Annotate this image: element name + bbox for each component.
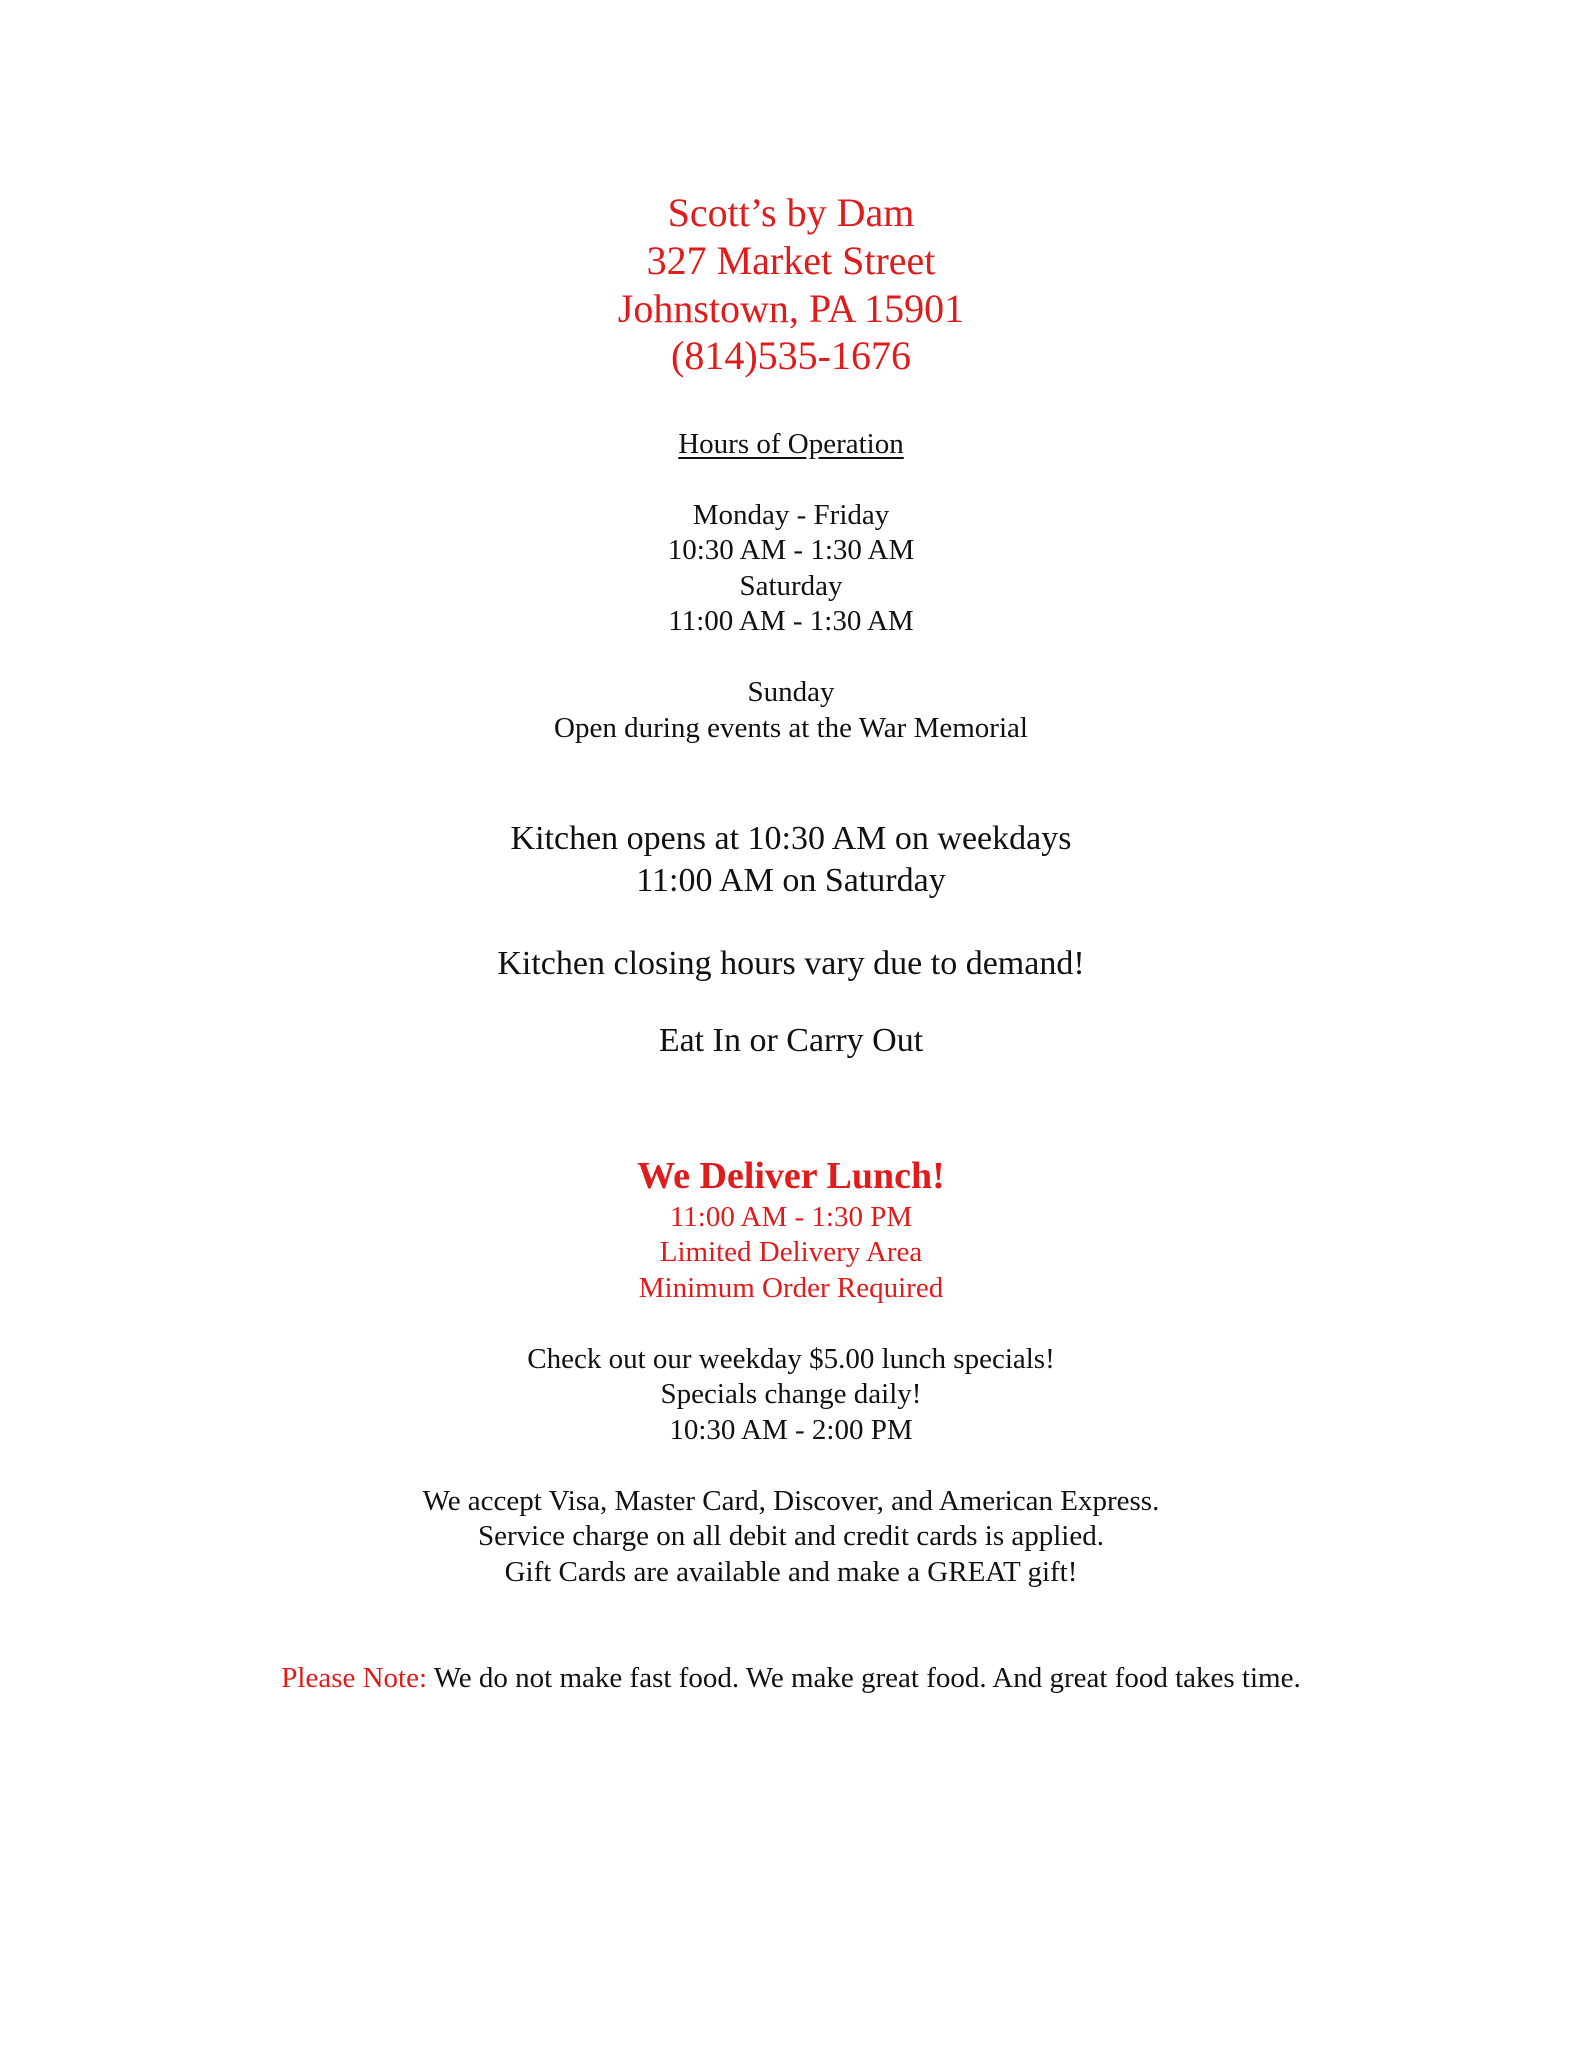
saturday-hours: 11:00 AM - 1:30 AM — [668, 605, 914, 637]
delivery-hours: 11:00 AM - 1:30 PM — [669, 1201, 913, 1233]
weekday-label: Monday - Friday — [692, 499, 890, 531]
delivery-minimum: Minimum Order Required — [638, 1272, 944, 1304]
hours-heading — [0, 430, 1582, 459]
payment-line-3: Gift Cards are available and make a GREAT gift! — [504, 1556, 1078, 1588]
specials-hours: 10:30 AM - 2:00 PM — [669, 1414, 913, 1446]
street-address: 327 Market Street — [646, 238, 936, 283]
phone-number: (814)535-1676 — [671, 333, 911, 378]
weekday-hours: 10:30 AM - 1:30 AM — [667, 534, 915, 566]
please-note-text: We do not make fast food. We make great food. And great food takes time. — [427, 1662, 1301, 1694]
hours-heading-text: Hours of Operation — [678, 428, 904, 460]
specials-line-2: Specials change daily! — [660, 1378, 922, 1410]
payment-line-2: Service charge on all debit and credit cards is applied. — [478, 1520, 1104, 1552]
kitchen-closing-note: Kitchen closing hours vary due to demand! — [497, 945, 1085, 982]
payment-line-1: We accept Visa, Master Card, Discover, and American Express. — [422, 1485, 1160, 1517]
please-note-label: Please Note: — [281, 1662, 428, 1694]
sunday-note: Open during events at the War Memorial — [554, 712, 1028, 744]
please-note — [0, 1664, 1582, 1693]
kitchen-opens-saturday: 11:00 AM on Saturday — [636, 862, 946, 899]
saturday-label: Saturday — [739, 570, 843, 602]
specials-line-1: Check out our weekday $5.00 lunch specials! — [527, 1343, 1055, 1375]
city-state-zip: Johnstown, PA 15901 — [617, 286, 965, 331]
delivery-heading: We Deliver Lunch! — [637, 1155, 945, 1197]
service-options: Eat In or Carry Out — [658, 1022, 924, 1059]
sunday-label: Sunday — [747, 676, 835, 708]
delivery-area: Limited Delivery Area — [659, 1236, 923, 1268]
kitchen-opens-weekdays: Kitchen opens at 10:30 AM on weekdays — [510, 820, 1072, 857]
restaurant-name: Scott’s by Dam — [667, 190, 915, 235]
